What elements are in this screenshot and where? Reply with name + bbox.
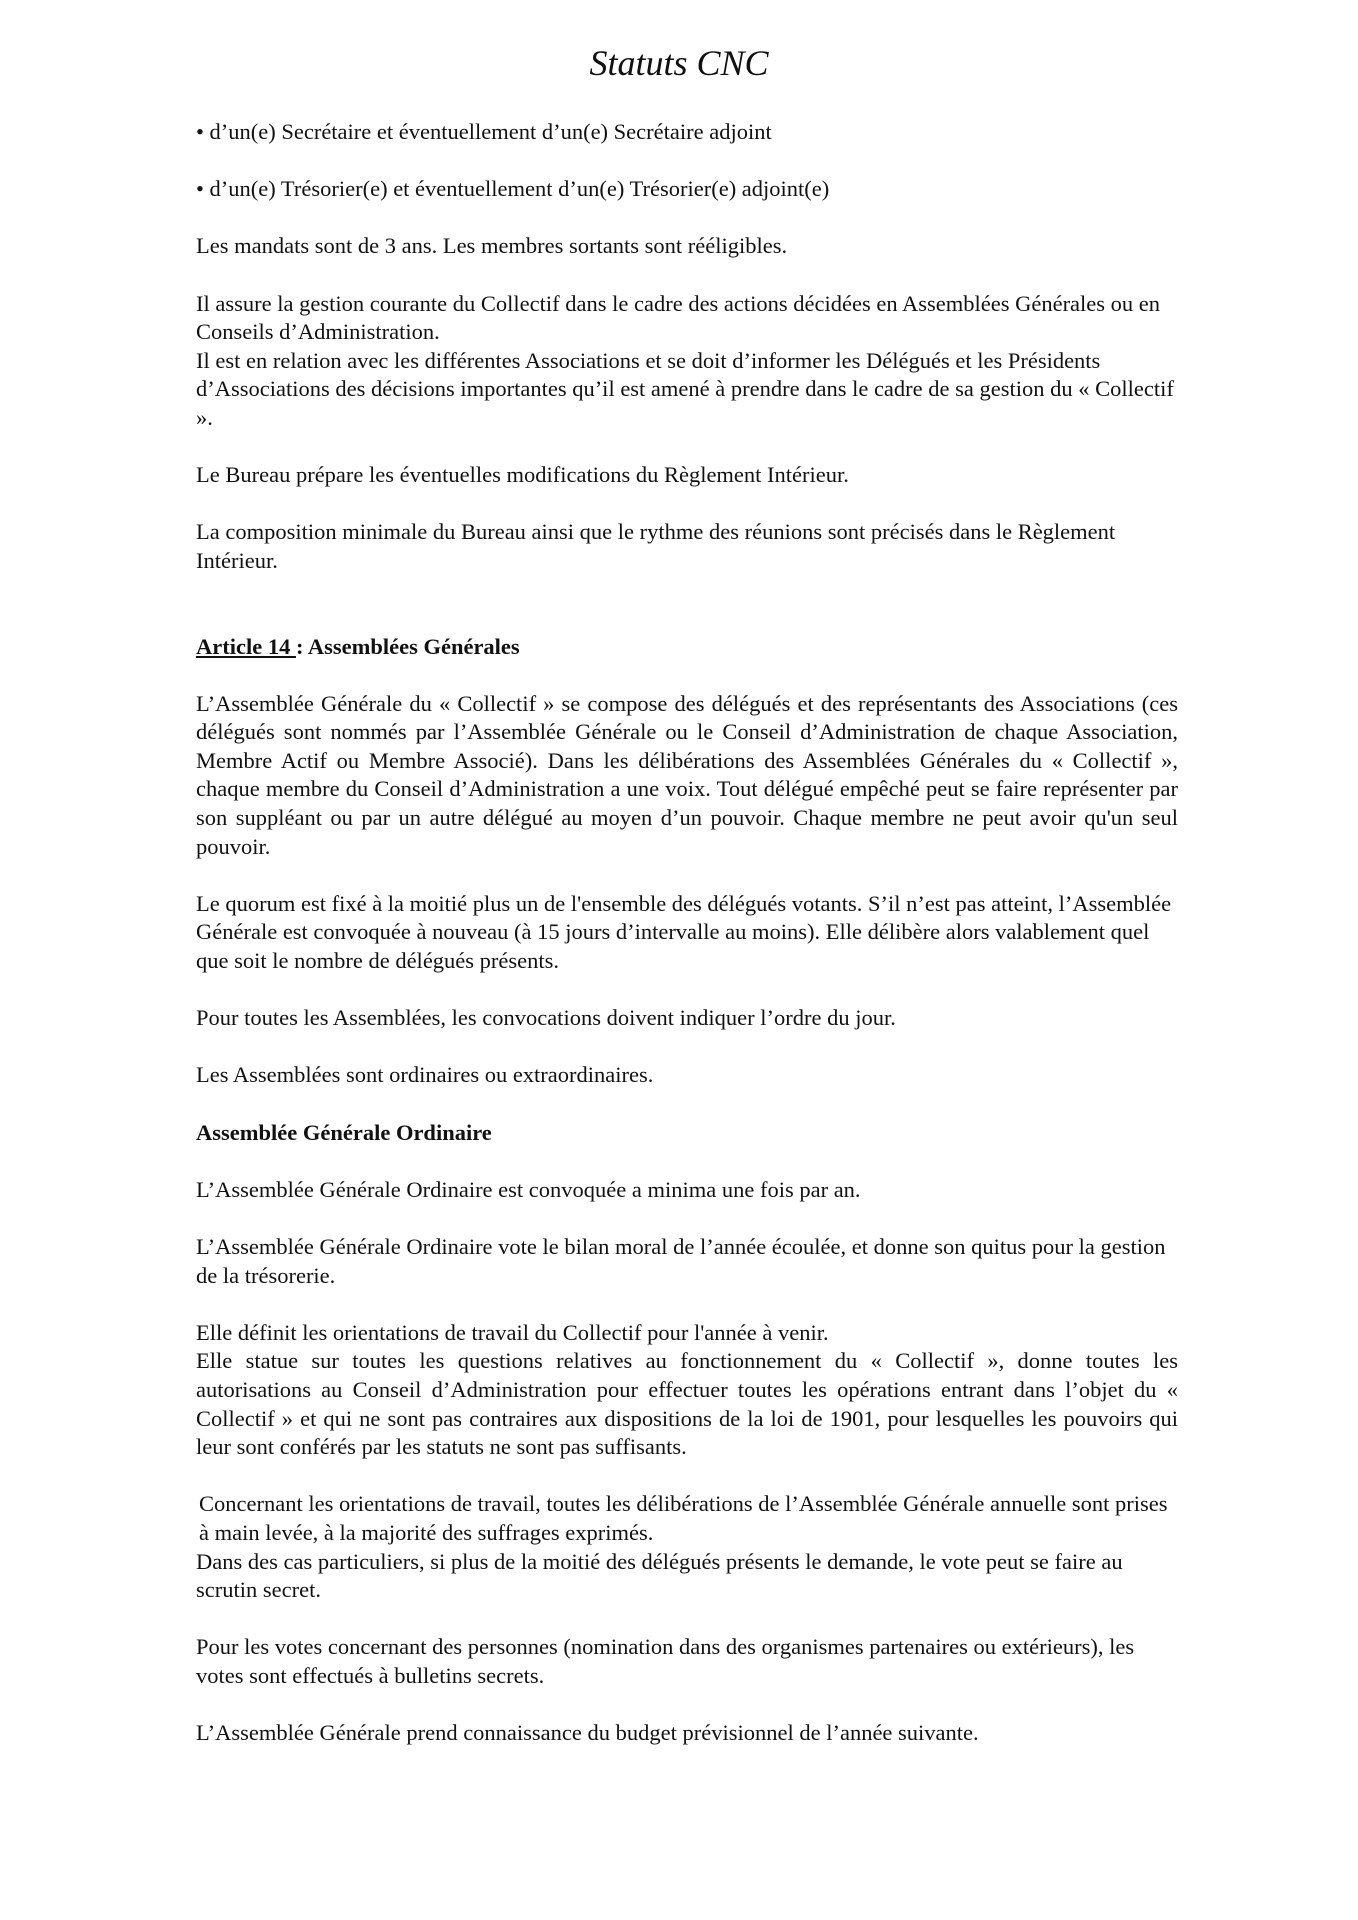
article-14-ref: Article 14	[196, 633, 296, 659]
paragraph-bureau-reglement: Le Bureau prépare les éventuelles modifications du Règlement Intérieur.	[196, 462, 849, 488]
ago-heading: Assemblée Générale Ordinaire	[196, 1119, 492, 1145]
document-body	[196, 118, 1178, 1748]
paragraph-orientations-1: Elle définit les orientations de travail du Collectif pour l'année à venir.	[196, 1319, 829, 1345]
paragraph-types: Les Assemblées sont ordinaires ou extraordinaires.	[196, 1062, 654, 1088]
paragraph-gestion-2: Il est en relation avec les différentes Associations et se doit d’informer les Délégués et les Présidents d’Associations des décisions importantes qu’il est amené à prendre dans le cadre de sa gestion du « Collectif ».	[196, 347, 1174, 430]
paragraph-ago-bilan: L’Assemblée Générale Ordinaire vote le bilan moral de l’année écoulée, et donne son quitus pour la gestion de la trésorerie.	[196, 1233, 1166, 1288]
paragraph-deliberations-2: Dans des cas particuliers, si plus de la moitié des délégués présents le demande, le vote peut se faire au scrutin secret.	[196, 1548, 1123, 1603]
paragraph-budget: L’Assemblée Générale prend connaissance du budget prévisionnel de l’année suivante.	[196, 1720, 979, 1746]
paragraph-ago-convocation: L’Assemblée Générale Ordinaire est convoquée a minima une fois par an.	[196, 1176, 861, 1202]
paragraph-gestion-1: Il assure la gestion courante du Collectif dans le cadre des actions décidées en Assemblées Générales ou en Conseils d’Administration.	[196, 290, 1161, 345]
bullet-secretaire: • d’un(e) Secrétaire et éventuellement d’un(e) Secrétaire adjoint	[196, 119, 772, 144]
paragraph-votes-personnes: Pour les votes concernant des personnes (nomination dans des organismes partenaires ou extérieurs), les votes sont effectués à bulletins secrets.	[196, 1634, 1135, 1688]
paragraph-mandats: Les mandats sont de 3 ans. Les membres sortants sont rééligibles.	[196, 233, 788, 259]
article-14-heading	[196, 633, 1178, 662]
paragraph-composition: La composition minimale du Bureau ainsi que le rythme des réunions sont précisés dans le Règlement Intérieur.	[196, 519, 1116, 573]
page-header-title: Statuts CNC	[589, 43, 769, 83]
bullet-tresorier: • d’un(e) Trésorier(e) et éventuellement d’un(e) Trésorier(e) adjoint(e)	[196, 176, 830, 202]
paragraph-ag-composition: L’Assemblée Générale du « Collectif » se compose des délégués et des représentants des Associations (ces délégués sont nommés par l’Assemblée Générale ou le Conseil d’Administration de chaque Association, Membre Actif ou Membre Associé). Dans les délibérations des Assemblées Générales du « Collectif », chaque membre du Conseil d’Administration a une voix. Tout délégué empêché peut se faire représenter par son suppléant ou par un autre délégué au moyen d’un pouvoir. Chaque membre ne peut avoir qu'un seul pouvoir.	[196, 690, 1178, 859]
paragraph-convocations: Pour toutes les Assemblées, les convocations doivent indiquer l’ordre du jour.	[196, 1005, 896, 1031]
paragraph-deliberations-1: Concernant les orientations de travail, toutes les délibérations de l’Assemblée Générale annuelle sont prises à main levée, à la majorité des suffrages exprimés.	[199, 1491, 1168, 1545]
paragraph-orientations-2: Elle statue sur toutes les questions relatives au fonctionnement du « Collectif », donne toutes les autorisations au Conseil d’Administration pour effectuer toutes les opérations entrant dans l’objet du « Collectif » et qui ne sont pas contraires aux dispositions de la loi de 1901, pour lesquelles les pouvoirs qui leur sont conférés par les statuts ne sont pas suffisants.	[196, 1348, 1178, 1460]
article-14-title: : Assemblées Générales	[295, 633, 520, 659]
paragraph-quorum: Le quorum est fixé à la moitié plus un de l'ensemble des délégués votants. S’il n’est pas atteint, l’Assemblée Générale est convoquée à nouveau (à 15 jours d’intervalle au moins). Elle délibère alors valablement quel que soit le nombre de délégués présents.	[196, 890, 1172, 974]
